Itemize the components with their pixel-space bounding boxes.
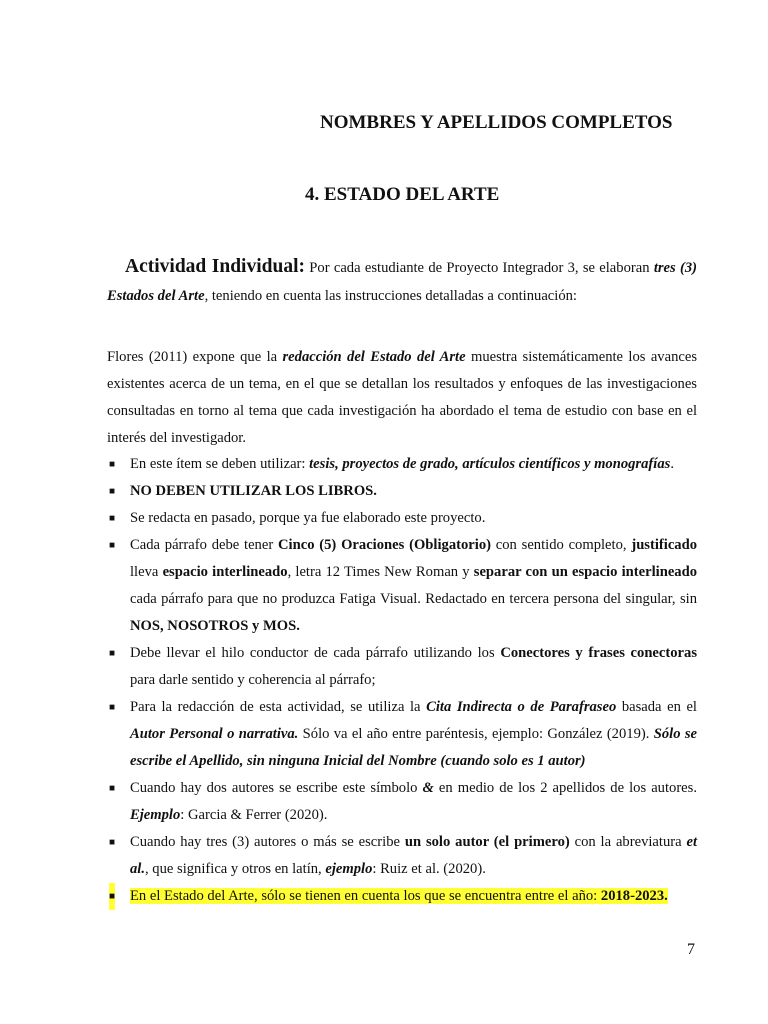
item-bold: NO DEBEN UTILIZAR LOS LIBROS. [130, 483, 377, 499]
item-text: con la abreviatura [569, 834, 687, 850]
item-bold: espacio interlineado [162, 564, 288, 580]
list-item [107, 505, 697, 532]
list-item [107, 532, 697, 640]
list-item [107, 775, 697, 829]
item-text: lleva [130, 564, 163, 580]
item-bold: Cita Indirecta o de Parafraseo [426, 699, 617, 715]
bullet-icon: ■ [109, 837, 116, 848]
item-text: para darle sentido y coherencia al párrafo; [130, 672, 376, 688]
activity-bold-1: tres (3) Estados del Arte [107, 260, 698, 304]
section-title: 4. ESTADO DEL ARTE [305, 184, 500, 205]
item-bold: 2018-2023. [600, 888, 668, 904]
bullet-icon: ■ [109, 486, 116, 497]
list-item [107, 694, 697, 775]
item-text: Cuando hay dos autores se escribe este símbolo [130, 780, 423, 796]
item-bold: Conectores y frases conectoras [500, 645, 697, 661]
item-bold: separar con un espacio interlineado [473, 564, 698, 580]
item-text: Se redacta en pasado, porque ya fue elaborado este proyecto. [130, 510, 486, 526]
item-text: Para la redacción de esta actividad, se utiliza la [130, 699, 427, 715]
item-bold: tesis, proyectos de grado, artículos científicos y monografías [309, 456, 671, 472]
bullet-icon: ■ [109, 648, 116, 659]
item-bold: Autor Personal o narrativa. [130, 726, 299, 742]
names-title: NOMBRES Y APELLIDOS COMPLETOS [320, 112, 673, 133]
intro-bold-1: redacción del Estado del Arte [282, 349, 466, 365]
item-bold: NOS, NOSOTROS y MOS. [130, 618, 300, 634]
page-number: 7 [687, 941, 695, 958]
item-text: Estado del Arte, sólo se tienen en cuenta los que se encuentra entre el año: [164, 888, 601, 904]
bullet-icon: ■ [109, 702, 116, 713]
item-text: Debe llevar el hilo conductor de cada párrafo utilizando los [130, 645, 501, 661]
bullet-icon: ■ [109, 459, 116, 470]
list-item [107, 640, 697, 694]
bullet-icon: ■ [109, 513, 116, 524]
item-bold: un solo autor (el primero) [404, 834, 570, 850]
item-bold: ejemplo [325, 861, 373, 877]
item-text: : Ruiz et al. (2020). [372, 861, 486, 877]
bullet-icon: ■ [109, 540, 116, 551]
activity-text-1: Por cada estudiante de Proyecto Integrador 3, se elaboran [305, 260, 654, 276]
list-item [107, 829, 697, 883]
item-text: . [670, 456, 674, 472]
item-text: , letra 12 Times New Roman y [287, 564, 474, 580]
intro-paragraph [107, 344, 697, 452]
item-text: con sentido completo, [490, 537, 632, 553]
bullet-icon: ■ [109, 883, 115, 910]
activity-paragraph [107, 253, 697, 310]
intro-text-1: Flores (2011) expone que la [107, 349, 283, 365]
item-text: En este ítem se deben utilizar: [130, 456, 310, 472]
list-item [107, 451, 697, 478]
item-bold: justificado [631, 537, 697, 553]
list-item-highlighted [107, 883, 697, 910]
item-text: En el [130, 888, 165, 904]
activity-text-2: , teniendo en cuenta las instrucciones detalladas a continuación: [204, 288, 577, 304]
intro-text-2: muestra sistemáticamente los avances existentes acerca de un tema, en el que se detallan los resultados y enfoques de las investigaciones consultadas en torno al tema que cada investigación ha abordado el tema de estudio con base en el interés del investigador. [107, 349, 698, 446]
item-text: Cuando hay tres (3) autores o más se escribe [130, 834, 405, 850]
item-text: Cada párrafo debe tener [130, 537, 278, 553]
item-text: basada en el [616, 699, 697, 715]
item-bold: et al. [130, 834, 698, 877]
item-text: , que significa y otros en latín, [145, 861, 326, 877]
list-item [107, 478, 697, 505]
instructions-list [107, 451, 697, 910]
item-text: : Garcia & Ferrer (2020). [180, 807, 328, 823]
item-text: en medio de los 2 apellidos de los autores. [433, 780, 697, 796]
item-bold: Sólo se escribe el Apellido, sin ninguna Inicial del Nombre (cuando solo es 1 autor) [130, 726, 697, 769]
item-bold: Ejemplo [130, 807, 181, 823]
activity-lead: Actividad Individual: [125, 256, 305, 277]
item-bold: Cinco (5) Oraciones (Obligatorio) [278, 537, 491, 553]
bullet-icon: ■ [109, 783, 116, 794]
item-text: cada párrafo para que no produzca Fatiga Visual. Redactado en tercera persona del singular, sin [130, 591, 697, 607]
item-bold: & [422, 780, 434, 796]
item-text: Sólo va el año entre paréntesis, ejemplo: González (2019). [298, 726, 654, 742]
